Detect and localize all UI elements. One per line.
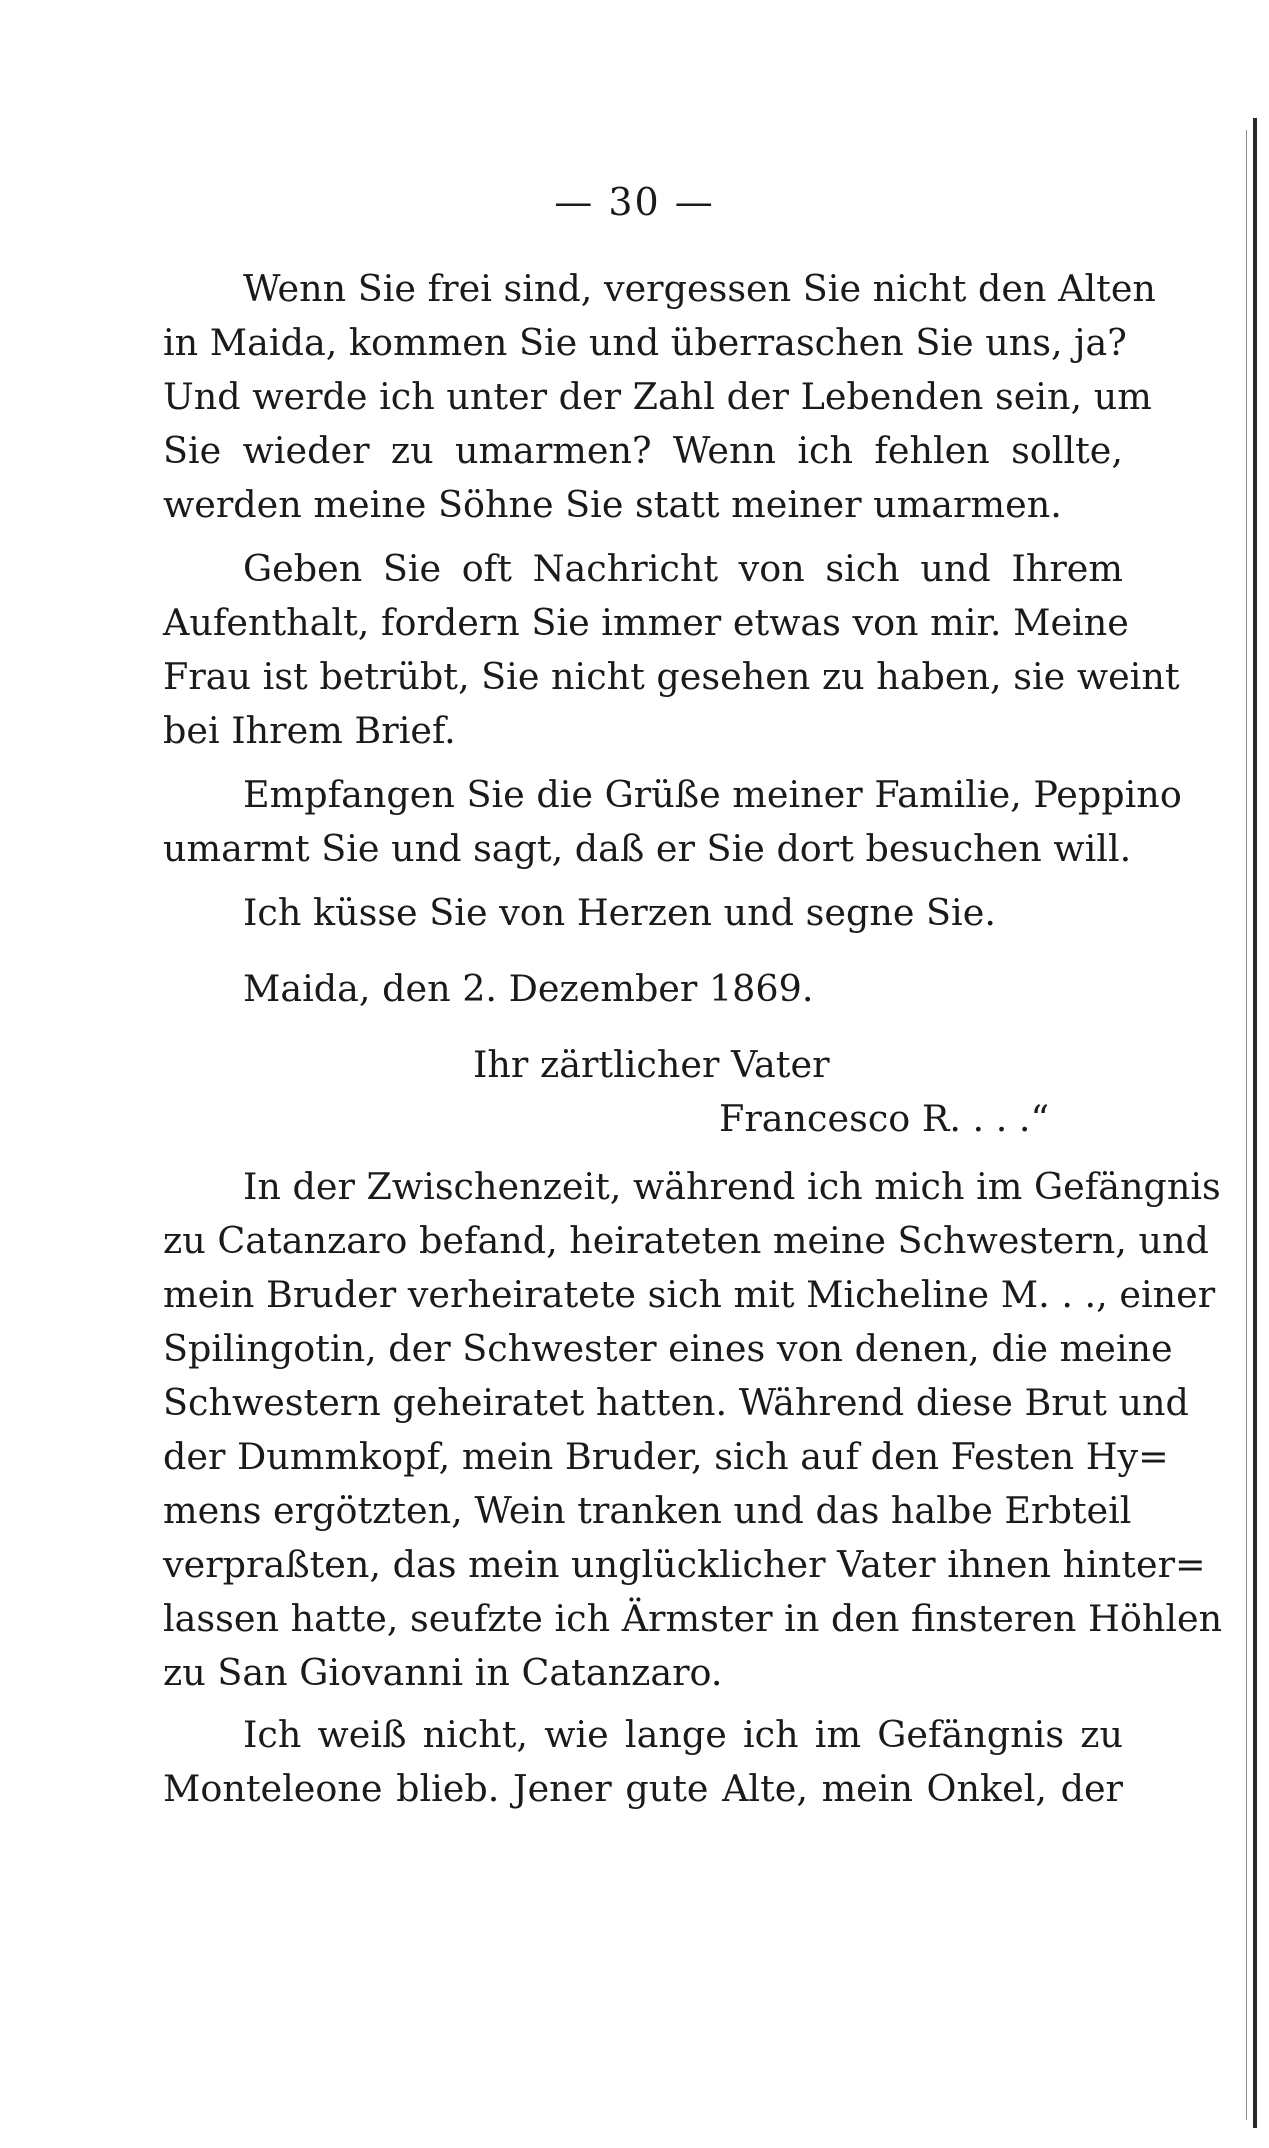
text-line: mein Bruder verheiratete sich mit Micheline M. . ., einer — [163, 1273, 1216, 1316]
closing-salutation: Ihr zärtlicher Vater — [473, 1043, 830, 1086]
narrative-paragraph-1 — [163, 1160, 1223, 1700]
letter-date — [163, 962, 1123, 1016]
text-line: Schwestern geheiratet hatten. Während diese Brut und — [163, 1381, 1189, 1424]
text-line: Frau ist betrübt, Sie nicht gesehen zu haben, sie weint — [163, 655, 1180, 698]
letter-text — [163, 262, 1182, 1146]
text-line: Und werde ich unter der Zahl der Lebenden sein, um — [163, 375, 1152, 418]
page-number: — 30 — — [554, 180, 715, 224]
text-line: Empfangen Sie die Grüße meiner Familie, Peppino — [243, 773, 1182, 816]
text-line: in Maida, kommen Sie und überraschen Sie uns, ja? — [163, 321, 1127, 364]
text-line: In der Zwischenzeit, während ich mich im Gefängnis — [243, 1165, 1221, 1208]
text-line: Sie wieder zu umarmen? Wenn ich fehlen sollte, — [163, 429, 1123, 472]
text-line: Spilingotin, der Schwester eines von denen, die meine — [163, 1327, 1173, 1370]
letter-paragraph-4 — [163, 886, 1123, 940]
letter-closing — [163, 1038, 1123, 1146]
page-edge — [1253, 118, 1257, 2128]
text-line: Wenn Sie frei sind, vergessen Sie nicht den Alten — [243, 267, 1156, 310]
letter-paragraph-3 — [163, 768, 1182, 876]
narrative-text — [163, 1160, 1223, 1816]
text-line: zu San Giovanni in Catanzaro. — [163, 1651, 723, 1694]
text-line: Ich küsse Sie von Herzen und segne Sie. — [243, 891, 996, 934]
text-line: Monteleone blieb. Jener gute Alte, mein Onkel, der — [163, 1767, 1123, 1810]
text-line: werden meine Söhne Sie statt meiner umarmen. — [163, 483, 1062, 526]
text-line: umarmt Sie und sagt, daß er Sie dort besuchen will. — [163, 827, 1132, 870]
text-line: der Dummkopf, mein Bruder, sich auf den Festen Hy= — [163, 1435, 1169, 1478]
text-line: lassen hatte, seufzte ich Ärmster in den finsteren Höhlen — [163, 1597, 1223, 1640]
signature: Francesco R. . . .“ — [719, 1097, 1050, 1140]
page-edge-shadow — [1246, 130, 1247, 2120]
text-line: mens ergötzten, Wein tranken und das halbe Erbteil — [163, 1489, 1132, 1532]
text-line: verpraßten, das mein unglücklicher Vater ihnen hinter= — [163, 1543, 1206, 1586]
narrative-paragraph-2 — [163, 1708, 1123, 1816]
text-line: zu Catanzaro befand, heirateten meine Schwestern, und — [163, 1219, 1209, 1262]
text-line: Geben Sie oft Nachricht von sich und Ihrem — [243, 547, 1123, 590]
letter-paragraph-1 — [163, 262, 1156, 532]
date-line: Maida, den 2. Dezember 1869. — [243, 967, 814, 1010]
text-line: bei Ihrem Brief. — [163, 709, 456, 752]
letter-paragraph-2 — [163, 542, 1180, 758]
text-line: Aufenthalt, fordern Sie immer etwas von mir. Meine — [163, 601, 1129, 644]
text-line: Ich weiß nicht, wie lange ich im Gefängnis zu — [243, 1713, 1123, 1756]
